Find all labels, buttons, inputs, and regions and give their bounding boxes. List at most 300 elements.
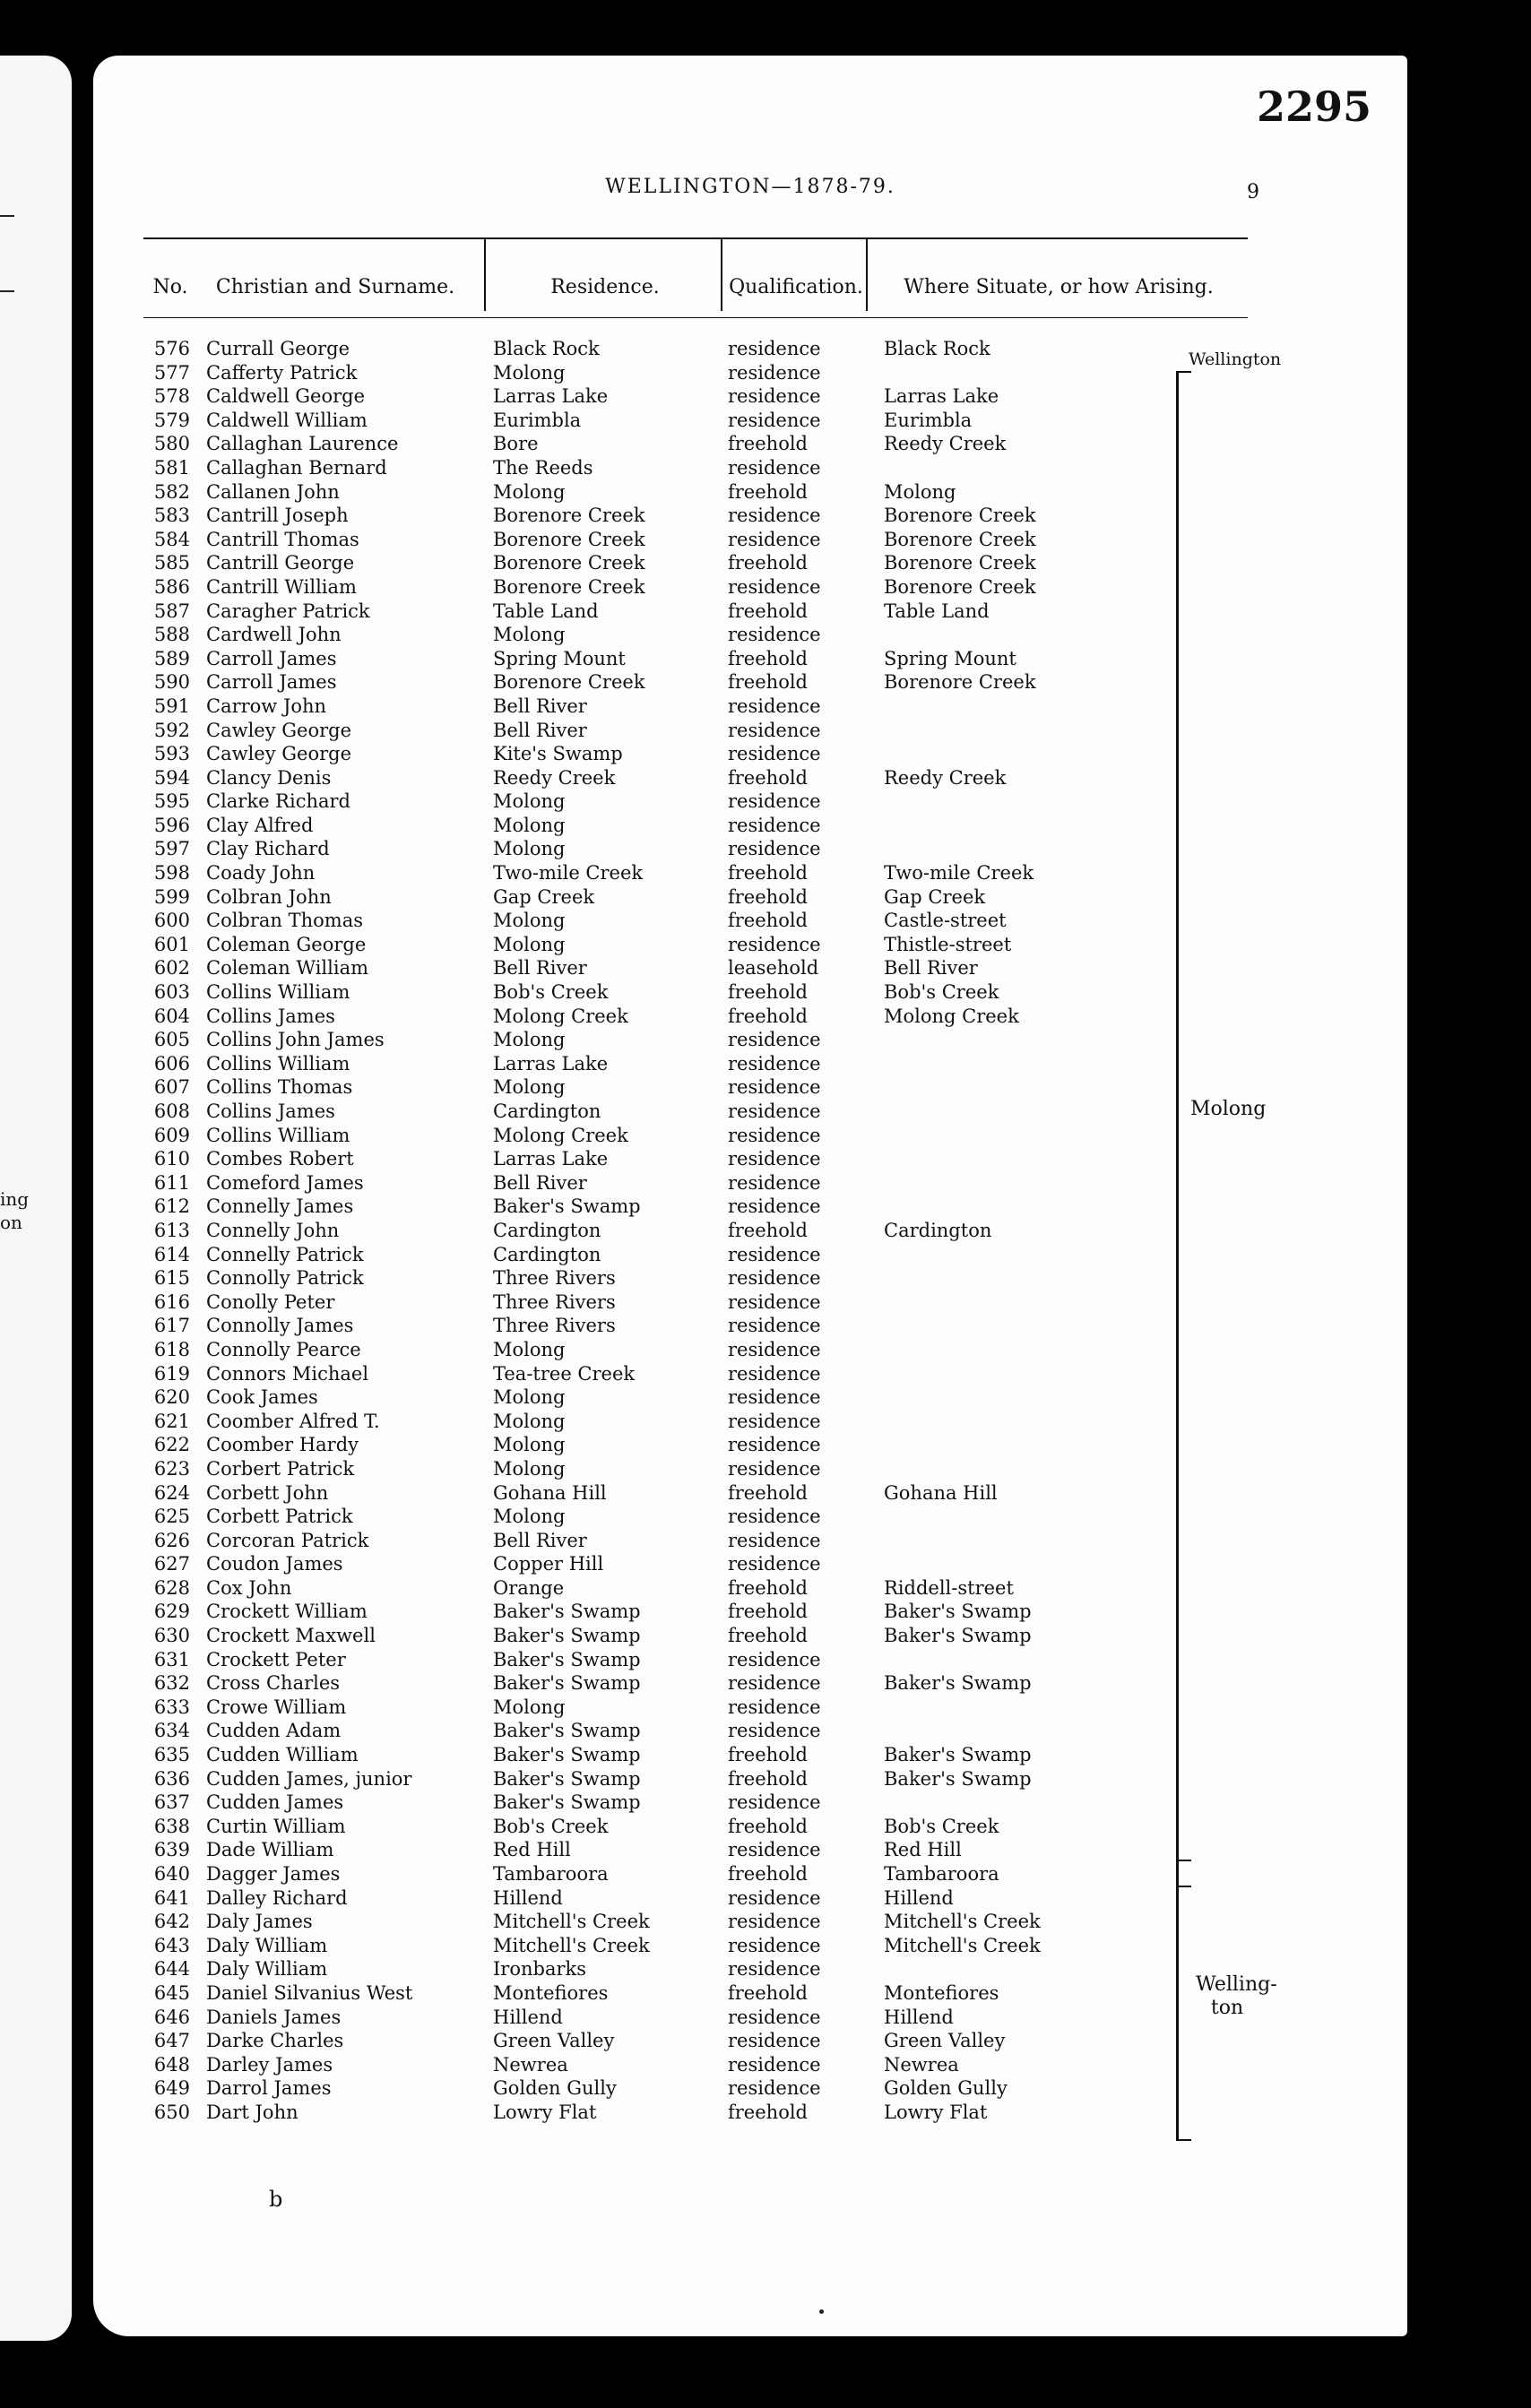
entry-qualification: freehold bbox=[728, 1005, 808, 1027]
entry-name: Cawley George bbox=[206, 743, 352, 765]
table-row bbox=[143, 695, 1248, 719]
entry-number: 612 bbox=[153, 1195, 190, 1218]
entry-name: Daly James bbox=[206, 1911, 313, 1933]
entry-number: 605 bbox=[153, 1029, 190, 1051]
entry-qualification: residence bbox=[728, 575, 821, 598]
entry-name: Connelly Patrick bbox=[206, 1243, 364, 1265]
table-row bbox=[143, 1648, 1248, 1672]
column-header-no: No. bbox=[152, 275, 188, 298]
entry-qualification: residence bbox=[728, 2030, 821, 2052]
entry-qualification: residence bbox=[728, 456, 821, 479]
entry-number: 638 bbox=[153, 1815, 190, 1837]
table-row bbox=[143, 1600, 1248, 1624]
entry-number: 624 bbox=[153, 1481, 190, 1504]
entry-qualification: residence bbox=[728, 1529, 821, 1551]
entry-name: Cantrill Thomas bbox=[206, 528, 359, 550]
register-table-body bbox=[143, 337, 1248, 2125]
table-row bbox=[143, 1362, 1248, 1386]
entry-qualification: residence bbox=[728, 1029, 821, 1051]
entry-residence: Black Rock bbox=[493, 338, 600, 359]
entry-name: Corbett Patrick bbox=[206, 1506, 353, 1528]
signature-mark: b bbox=[269, 2187, 283, 2212]
entry-residence: Molong bbox=[493, 624, 566, 646]
entry-number: 619 bbox=[153, 1362, 190, 1385]
entry-where-situate: Castle-street bbox=[884, 910, 1007, 932]
entry-residence: Baker's Swamp bbox=[493, 1672, 641, 1695]
entry-number: 602 bbox=[153, 957, 190, 980]
entry-number: 593 bbox=[153, 743, 190, 765]
entry-name: Darrol James bbox=[206, 2077, 332, 2100]
entry-number: 585 bbox=[153, 552, 190, 574]
entry-residence: Reedy Creek bbox=[493, 766, 616, 789]
table-row bbox=[143, 1147, 1248, 1171]
entry-name: Carrow John bbox=[206, 695, 327, 717]
entry-qualification: freehold bbox=[728, 480, 808, 503]
entry-qualification: residence bbox=[728, 1290, 821, 1313]
entry-qualification: freehold bbox=[728, 862, 808, 885]
entry-residence: Cardington bbox=[493, 1100, 601, 1122]
column-header-where: Where Situate, or how Arising. bbox=[904, 275, 1214, 298]
entry-name: Colbran Thomas bbox=[206, 910, 364, 932]
table-row bbox=[143, 956, 1248, 980]
table-row bbox=[143, 575, 1248, 600]
entry-where-situate: Lowry Flat bbox=[884, 2101, 988, 2123]
entry-where-situate: Baker's Swamp bbox=[884, 1601, 1032, 1623]
entry-name: Clarke Richard bbox=[206, 790, 350, 813]
table-row bbox=[143, 1671, 1248, 1696]
entry-residence: Baker's Swamp bbox=[493, 1767, 641, 1790]
entry-number: 600 bbox=[153, 910, 190, 932]
entry-name: Combes Robert bbox=[206, 1148, 354, 1170]
table-row bbox=[143, 1862, 1248, 1886]
entry-name: Coady John bbox=[206, 862, 316, 885]
table-row bbox=[143, 1266, 1248, 1290]
district-label: Molong bbox=[1190, 1098, 1267, 1120]
table-row bbox=[143, 1838, 1248, 1862]
entry-residence: Molong bbox=[493, 1076, 566, 1099]
entry-residence: Molong bbox=[493, 1338, 566, 1360]
entry-number: 578 bbox=[153, 385, 190, 408]
entry-number: 584 bbox=[153, 528, 190, 550]
entry-residence: Baker's Swamp bbox=[493, 1720, 641, 1742]
entry-name: Collins William bbox=[206, 981, 350, 1004]
entry-name: Dart John bbox=[206, 2101, 298, 2123]
entry-where-situate: Gohana Hill bbox=[884, 1481, 998, 1504]
entry-where-situate: Spring Mount bbox=[884, 647, 1016, 669]
district-bracket-molong bbox=[1176, 371, 1191, 1887]
entry-number: 603 bbox=[153, 981, 190, 1004]
entry-where-situate: Golden Gully bbox=[884, 2077, 1008, 2100]
table-top-rule bbox=[143, 237, 1248, 239]
table-row bbox=[143, 2076, 1248, 2101]
entry-name: Cudden James, junior bbox=[206, 1767, 412, 1790]
entry-qualification: residence bbox=[728, 1148, 821, 1170]
entry-qualification: residence bbox=[728, 1410, 821, 1432]
entry-number: 636 bbox=[153, 1767, 190, 1790]
entry-number: 648 bbox=[153, 2053, 190, 2076]
entry-name: Curtin William bbox=[206, 1815, 346, 1837]
entry-name: Coleman William bbox=[206, 957, 369, 980]
entry-qualification: residence bbox=[728, 1267, 821, 1290]
sheet-number: 9 bbox=[1247, 181, 1259, 203]
entry-residence: Gohana Hill bbox=[493, 1481, 607, 1504]
entry-name: Callaghan Bernard bbox=[206, 456, 387, 479]
entry-number: 617 bbox=[153, 1315, 190, 1337]
entry-where-situate: Hillend bbox=[884, 1886, 954, 1909]
entry-qualification: freehold bbox=[728, 885, 808, 908]
table-row bbox=[143, 1385, 1248, 1410]
entry-number: 597 bbox=[153, 838, 190, 860]
entry-residence: Golden Gully bbox=[493, 2077, 617, 2100]
entry-number: 587 bbox=[153, 600, 190, 622]
entry-where-situate: Newrea bbox=[884, 2053, 959, 2076]
entry-number: 627 bbox=[153, 1553, 190, 1575]
entry-qualification: residence bbox=[728, 361, 821, 384]
table-row bbox=[143, 1696, 1248, 1720]
entry-number: 598 bbox=[153, 862, 190, 885]
entry-residence: Cardington bbox=[493, 1219, 601, 1241]
left-page-rule bbox=[0, 215, 14, 217]
entry-where-situate: Bell River bbox=[884, 957, 978, 980]
entry-qualification: residence bbox=[728, 1362, 821, 1385]
entry-qualification: residence bbox=[728, 1052, 821, 1075]
entry-residence: Borenore Creek bbox=[493, 528, 645, 550]
entry-residence: Larras Lake bbox=[493, 385, 609, 408]
table-row bbox=[143, 1433, 1248, 1457]
table-row bbox=[143, 766, 1248, 790]
entry-number: 640 bbox=[153, 1863, 190, 1885]
entry-number: 579 bbox=[153, 409, 190, 431]
entry-name: Crockett William bbox=[206, 1601, 368, 1623]
entry-qualification: freehold bbox=[728, 981, 808, 1004]
entry-name: Corbett John bbox=[206, 1481, 329, 1504]
entry-residence: Borenore Creek bbox=[493, 505, 645, 527]
entry-name: Carroll James bbox=[206, 671, 337, 694]
entry-number: 594 bbox=[153, 766, 190, 789]
entry-qualification: residence bbox=[728, 2053, 821, 2076]
table-row bbox=[143, 409, 1248, 433]
entry-name: Daniel Silvanius West bbox=[206, 1981, 413, 2004]
entry-name: Connolly Pearce bbox=[206, 1338, 361, 1360]
entry-name: Crockett Peter bbox=[206, 1648, 346, 1670]
table-row bbox=[143, 528, 1248, 552]
entry-residence: Molong bbox=[493, 1410, 566, 1432]
entry-number: 614 bbox=[153, 1243, 190, 1265]
table-row bbox=[143, 647, 1248, 671]
entry-qualification: freehold bbox=[728, 433, 808, 455]
table-row bbox=[143, 1934, 1248, 1958]
entry-name: Collins Thomas bbox=[206, 1076, 353, 1099]
entry-qualification: freehold bbox=[728, 647, 808, 669]
entry-name: Connolly James bbox=[206, 1315, 354, 1337]
entry-residence: Newrea bbox=[493, 2053, 568, 2076]
entry-name: Cafferty Patrick bbox=[206, 361, 358, 384]
entry-residence: Lowry Flat bbox=[493, 2101, 597, 2123]
entry-number: 592 bbox=[153, 719, 190, 741]
left-page-fragment: on bbox=[0, 1212, 22, 1233]
entry-residence: Molong bbox=[493, 1457, 566, 1480]
entry-name: Collins William bbox=[206, 1124, 350, 1146]
entry-qualification: residence bbox=[728, 695, 821, 717]
table-row bbox=[143, 1290, 1248, 1315]
table-row bbox=[143, 1743, 1248, 1767]
entry-where-situate: Borenore Creek bbox=[884, 671, 1036, 694]
entry-residence: Molong bbox=[493, 814, 566, 836]
entry-number: 625 bbox=[153, 1506, 190, 1528]
entry-qualification: residence bbox=[728, 1886, 821, 1909]
entry-name: Corbert Patrick bbox=[206, 1457, 355, 1480]
entry-name: Coomber Alfred T. bbox=[206, 1410, 380, 1432]
entry-where-situate: Tambaroora bbox=[884, 1863, 999, 1885]
entry-name: Cawley George bbox=[206, 719, 352, 741]
column-header-qualification: Qualification. bbox=[729, 275, 863, 298]
entry-name: Clay Richard bbox=[206, 838, 330, 860]
entry-number: 621 bbox=[153, 1410, 190, 1432]
entry-number: 604 bbox=[153, 1005, 190, 1027]
entry-name: Caldwell George bbox=[206, 385, 366, 408]
table-row bbox=[143, 551, 1248, 575]
entry-residence: Three Rivers bbox=[493, 1290, 616, 1313]
table-row bbox=[143, 861, 1248, 885]
entry-residence: Bell River bbox=[493, 719, 587, 741]
entry-qualification: freehold bbox=[728, 1815, 808, 1837]
table-row bbox=[143, 623, 1248, 647]
entry-residence: Molong bbox=[493, 1506, 566, 1528]
table-row bbox=[143, 933, 1248, 957]
entry-number: 576 bbox=[153, 338, 190, 359]
entry-name: Connelly John bbox=[206, 1219, 340, 1241]
table-row bbox=[143, 2053, 1248, 2077]
entry-qualification: freehold bbox=[728, 1981, 808, 2004]
entry-name: Cantrill George bbox=[206, 552, 355, 574]
entry-residence: Two-mile Creek bbox=[493, 862, 644, 885]
entry-name: Cook James bbox=[206, 1386, 318, 1409]
entry-residence: Baker's Swamp bbox=[493, 1744, 641, 1766]
entry-residence: Baker's Swamp bbox=[493, 1648, 641, 1670]
entry-qualification: residence bbox=[728, 1672, 821, 1695]
entry-qualification: residence bbox=[728, 2077, 821, 2100]
entry-number: 610 bbox=[153, 1148, 190, 1170]
entry-name: Caragher Patrick bbox=[206, 600, 370, 622]
entry-name: Connors Michael bbox=[206, 1362, 369, 1385]
table-row bbox=[143, 980, 1248, 1005]
entry-qualification: residence bbox=[728, 385, 821, 408]
register-page bbox=[93, 56, 1407, 2336]
entry-number: 611 bbox=[153, 1171, 190, 1194]
entry-where-situate: Reedy Creek bbox=[884, 433, 1007, 455]
entry-name: Collins John James bbox=[206, 1029, 385, 1051]
entry-name: Clancy Denis bbox=[206, 766, 332, 789]
column-header-residence: Residence. bbox=[550, 275, 660, 298]
entry-where-situate: Baker's Swamp bbox=[884, 1672, 1032, 1695]
entry-where-situate: Thistle-street bbox=[884, 933, 1012, 955]
entry-residence: Borenore Creek bbox=[493, 552, 645, 574]
entry-number: 646 bbox=[153, 2006, 190, 2028]
table-row bbox=[143, 742, 1248, 766]
table-row bbox=[143, 480, 1248, 505]
table-row bbox=[143, 1052, 1248, 1076]
table-row bbox=[143, 719, 1248, 743]
table-row bbox=[143, 1100, 1248, 1124]
entry-number: 581 bbox=[153, 456, 190, 479]
table-row bbox=[143, 432, 1248, 456]
entry-qualification: residence bbox=[728, 505, 821, 527]
district-label: Wellington bbox=[1189, 350, 1282, 369]
entry-name: Collins James bbox=[206, 1005, 335, 1027]
column-separator bbox=[484, 239, 486, 311]
entry-where-situate: Two-mile Creek bbox=[884, 862, 1034, 885]
left-page-rule bbox=[0, 290, 14, 292]
entry-residence: Molong bbox=[493, 910, 566, 932]
entry-number: 643 bbox=[153, 1934, 190, 1956]
entry-name: Daly William bbox=[206, 1934, 328, 1956]
entry-residence: Molong bbox=[493, 933, 566, 955]
entry-number: 590 bbox=[153, 671, 190, 694]
entry-number: 622 bbox=[153, 1434, 190, 1456]
entry-name: Cross Charles bbox=[206, 1672, 341, 1695]
district-label: Welling-ton bbox=[1196, 1973, 1277, 2019]
table-row bbox=[143, 1957, 1248, 1981]
entry-number: 626 bbox=[153, 1529, 190, 1551]
entry-qualification: residence bbox=[728, 933, 821, 955]
entry-residence: The Reeds bbox=[493, 456, 593, 479]
entry-residence: Bell River bbox=[493, 957, 587, 980]
entry-residence: Molong bbox=[493, 1386, 566, 1409]
entry-residence: Baker's Swamp bbox=[493, 1601, 641, 1623]
entry-residence: Baker's Swamp bbox=[493, 1195, 641, 1218]
entry-number: 583 bbox=[153, 505, 190, 527]
entry-number: 588 bbox=[153, 624, 190, 646]
table-row bbox=[143, 1314, 1248, 1338]
entry-qualification: residence bbox=[728, 1696, 821, 1718]
entry-residence: Baker's Swamp bbox=[493, 1791, 641, 1814]
entry-name: Daly William bbox=[206, 1958, 328, 1981]
entry-qualification: residence bbox=[728, 1171, 821, 1194]
entry-residence: Eurimbla bbox=[493, 409, 582, 431]
entry-qualification: residence bbox=[728, 1315, 821, 1337]
table-row bbox=[143, 1171, 1248, 1195]
entry-qualification: leasehold bbox=[728, 957, 819, 980]
entry-where-situate: Riddell-street bbox=[884, 1576, 1014, 1599]
entry-qualification: residence bbox=[728, 814, 821, 836]
entry-number: 606 bbox=[153, 1052, 190, 1075]
entry-residence: Borenore Creek bbox=[493, 671, 645, 694]
entry-residence: Montefiores bbox=[493, 1981, 609, 2004]
table-row bbox=[143, 1195, 1248, 1219]
entry-name: Collins William bbox=[206, 1052, 350, 1075]
entry-number: 649 bbox=[153, 2077, 190, 2100]
entry-number: 629 bbox=[153, 1601, 190, 1623]
entry-qualification: residence bbox=[728, 1338, 821, 1360]
entry-number: 613 bbox=[153, 1219, 190, 1241]
entry-residence: Kite's Swamp bbox=[493, 743, 623, 765]
entry-number: 596 bbox=[153, 814, 190, 836]
entry-where-situate: Table Land bbox=[884, 600, 990, 622]
entry-number: 632 bbox=[153, 1672, 190, 1695]
entry-where-situate: Eurimbla bbox=[884, 409, 973, 431]
table-row bbox=[143, 1552, 1248, 1576]
entry-where-situate: Borenore Creek bbox=[884, 505, 1036, 527]
table-row bbox=[143, 1005, 1248, 1029]
entry-residence: Molong bbox=[493, 480, 566, 503]
entry-residence: Bell River bbox=[493, 1529, 587, 1551]
entry-qualification: freehold bbox=[728, 1767, 808, 1790]
entry-number: 639 bbox=[153, 1839, 190, 1861]
entry-name: Darley James bbox=[206, 2053, 333, 2076]
entry-number: 634 bbox=[153, 1720, 190, 1742]
column-header-name: Christian and Surname. bbox=[215, 275, 455, 298]
entry-residence: Ironbarks bbox=[493, 1958, 587, 1981]
column-separator bbox=[721, 239, 722, 311]
table-row bbox=[143, 1981, 1248, 2006]
entry-name: Dade William bbox=[206, 1839, 334, 1861]
entry-number: 647 bbox=[153, 2030, 190, 2052]
entry-qualification: residence bbox=[728, 1243, 821, 1265]
table-row bbox=[143, 1124, 1248, 1148]
entry-number: 631 bbox=[153, 1648, 190, 1670]
table-row bbox=[143, 1815, 1248, 1839]
entry-qualification: freehold bbox=[728, 1625, 808, 1647]
entry-number: 645 bbox=[153, 1981, 190, 2004]
table-row bbox=[143, 1719, 1248, 1743]
entry-qualification: residence bbox=[728, 790, 821, 813]
entry-qualification: residence bbox=[728, 1720, 821, 1742]
table-row bbox=[143, 2029, 1248, 2053]
entry-residence: Hillend bbox=[493, 1886, 563, 1909]
table-row bbox=[143, 1576, 1248, 1601]
entry-residence: Three Rivers bbox=[493, 1315, 616, 1337]
entry-qualification: freehold bbox=[728, 1744, 808, 1766]
entry-residence: Molong Creek bbox=[493, 1124, 628, 1146]
entry-where-situate: Borenore Creek bbox=[884, 575, 1036, 598]
entry-name: Daniels James bbox=[206, 2006, 342, 2028]
table-row bbox=[143, 790, 1248, 814]
table-row bbox=[143, 337, 1248, 361]
entry-name: Dalley Richard bbox=[206, 1886, 348, 1909]
entry-qualification: residence bbox=[728, 1839, 821, 1861]
entry-number: 630 bbox=[153, 1625, 190, 1647]
table-row bbox=[143, 670, 1248, 695]
entry-name: Cox John bbox=[206, 1576, 292, 1599]
entry-residence: Bob's Creek bbox=[493, 1815, 609, 1837]
entry-number: 595 bbox=[153, 790, 190, 813]
entry-qualification: residence bbox=[728, 2006, 821, 2028]
entry-qualification: residence bbox=[728, 1434, 821, 1456]
entry-where-situate: Reedy Creek bbox=[884, 766, 1007, 789]
table-row bbox=[143, 456, 1248, 480]
table-row bbox=[143, 837, 1248, 861]
entry-number: 601 bbox=[153, 933, 190, 955]
table-row bbox=[143, 384, 1248, 409]
table-row bbox=[143, 1505, 1248, 1529]
entry-number: 577 bbox=[153, 361, 190, 384]
entry-number: 642 bbox=[153, 1911, 190, 1933]
entry-number: 589 bbox=[153, 647, 190, 669]
entry-number: 650 bbox=[153, 2101, 190, 2123]
entry-qualification: residence bbox=[728, 1386, 821, 1409]
entry-residence: Green Valley bbox=[493, 2030, 615, 2052]
entry-qualification: residence bbox=[728, 1195, 821, 1218]
entry-name: Connolly Patrick bbox=[206, 1267, 364, 1290]
page-speck bbox=[819, 2309, 824, 2314]
entry-qualification: residence bbox=[728, 1124, 821, 1146]
entry-qualification: residence bbox=[728, 1553, 821, 1575]
entry-name: Cardwell John bbox=[206, 624, 342, 646]
entry-qualification: freehold bbox=[728, 1576, 808, 1599]
entry-number: 623 bbox=[153, 1457, 190, 1480]
entry-name: Cudden William bbox=[206, 1744, 359, 1766]
entry-residence: Hillend bbox=[493, 2006, 563, 2028]
